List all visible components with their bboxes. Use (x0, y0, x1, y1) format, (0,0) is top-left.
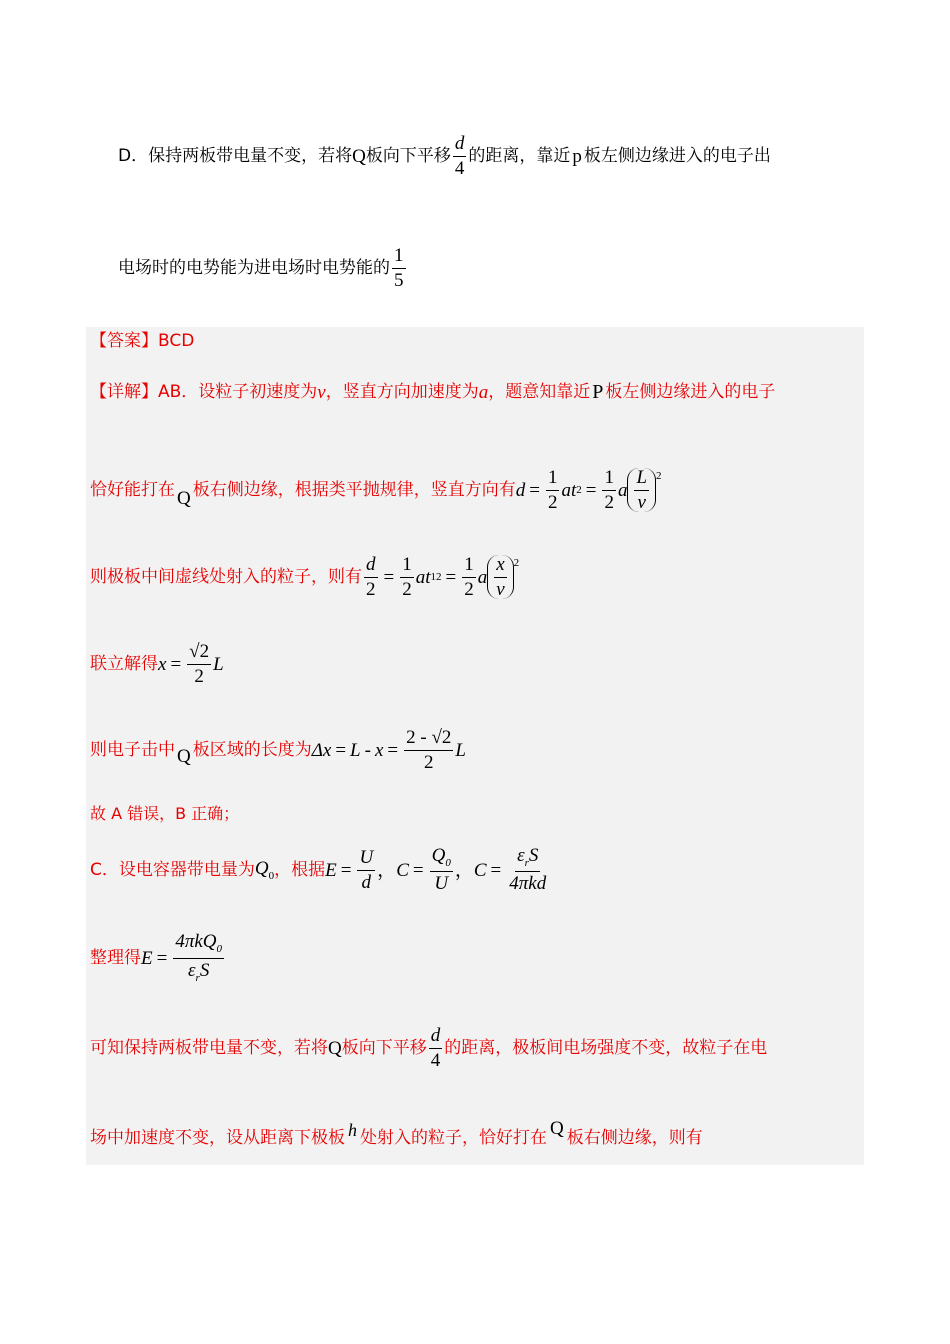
fraction-x-over-v: $\frac{x}{v}$ (496, 553, 505, 600)
detail-line-6 (90, 806, 239, 822)
fraction-d-over-2: $\frac{d}{2}$ (366, 553, 376, 600)
paren-group (487, 555, 513, 600)
formula-e-result: E = $\frac{4\pi kQ_0}{\varepsilon_rS}$ (141, 931, 223, 984)
formula-x-solution: x = $\frac{√2}{2}$ L (158, 640, 224, 687)
detail-line-5 (90, 718, 466, 782)
detail-tag: 【详解】 (90, 381, 158, 402)
detail-text: 板区域的长度为 (192, 739, 312, 760)
option-d-text-3: 的距离，靠近 (468, 145, 571, 166)
detail-text: 的距离，极板间电场强度不变，故粒子在电 (444, 1037, 768, 1058)
plate-p-label: p (572, 145, 582, 167)
formula-d-equals: d = $\frac{1}{2}$ at 2 = $\frac{1}{2}$ a $\frac{L}{v}$ 2 (515, 466, 662, 513)
detail-text: 整理得 (90, 947, 141, 968)
fraction-sqrt2-over-2: $\frac{√2}{2}$ (189, 640, 210, 687)
detail-line-9 (90, 1016, 767, 1080)
option-d-label: D． (118, 145, 149, 166)
detail-text: C．设电容器带电量为 (90, 859, 255, 880)
var-h: h (348, 1120, 357, 1140)
answer-tag: 【答案】 (90, 331, 158, 351)
symbol-q0: $Q_0$ (254, 857, 275, 882)
detail-line-8 (90, 926, 226, 990)
plate-p-label: P (592, 381, 604, 403)
fraction-4pikq0-over-eps-s: $\frac{4\pi kQ_0}{\varepsilon_rS}$ (175, 931, 223, 984)
fraction-half: $\frac{1}{2}$ (464, 553, 474, 600)
detail-text: 联立解得 (90, 653, 158, 674)
plate-q-label: Q (550, 1117, 564, 1139)
detail-text: 板左侧边缘进入的电子 (605, 381, 776, 402)
fraction-l-over-v: $\frac{L}{v}$ (636, 466, 648, 513)
answer-line (90, 333, 194, 350)
plate-q-label: Q (177, 487, 191, 509)
fraction-2-minus-sqrt2-over-2: $\frac{2 - √2}{2}$ (406, 726, 452, 773)
fraction-half: $\frac{1}{2}$ (402, 553, 412, 600)
option-d-text-5: 电场时的电势能为进电场时电势能的 (118, 257, 390, 278)
fraction-d-over-4: $\frac{d}{4}$ (430, 1024, 441, 1071)
detail-line-7 (90, 838, 550, 902)
paren-group (627, 468, 656, 513)
fraction-half: $\frac{1}{2}$ (604, 466, 614, 513)
detail-text: 则电子击中 (90, 739, 175, 760)
formula-half-d: $\frac{d}{2}$ = $\frac{1}{2}$ at 1 2 = $\frac{1}{2}$ a $\frac{x}{v}$ 2 (366, 553, 520, 600)
fraction-half: $\frac{1}{2}$ (547, 466, 558, 513)
formula-e-c: E = $\frac{U}{d}$ ， C = $\frac{Q_0}{U}$ ， C = $\frac{\varepsilon_rS}{\text{4πkd}}$ (325, 844, 547, 895)
answer-value: BCD (158, 331, 195, 351)
detail-text: 板右侧边缘，根据类平抛规律，竖直方向有 (192, 479, 516, 500)
option-d-text-1: 保持两板带电量不变，若将 (148, 145, 353, 166)
detail-text: 则极板中间虚线处射入的粒子，则有 (90, 566, 362, 587)
detail-text: 处射入的粒子，恰好打在 (360, 1127, 547, 1148)
var-v: v (317, 381, 326, 403)
detail-line-4 (90, 632, 224, 696)
detail-line-1 (90, 380, 775, 404)
detail-line-3 (90, 545, 519, 609)
detail-text: 故 A 错误，B 正确； (90, 804, 240, 823)
detail-text: AB．设粒子初速度为 (158, 381, 318, 402)
var-a: a (478, 381, 489, 403)
detail-text: 可知保持两板带电量不变，若将 (90, 1037, 328, 1058)
fraction-1-over-5: $\frac{1}{5}$ (394, 244, 404, 291)
detail-line-2 (90, 458, 662, 522)
plate-q-label: Q (352, 145, 366, 167)
plate-q-label: Q (328, 1037, 342, 1059)
detail-line-10 (90, 1118, 703, 1158)
detail-text: 板右侧边缘，则有 (566, 1127, 703, 1148)
detail-text: 场中加速度不变，设从距离下极板 (90, 1127, 345, 1148)
detail-text: ，题意知靠近 (488, 381, 591, 402)
option-d-line-2 (118, 240, 408, 296)
fraction-u-over-d: $\frac{U}{d}$ (359, 846, 374, 893)
detail-text: 板向下平移 (341, 1037, 427, 1058)
option-d-line-1 (118, 128, 771, 184)
fraction-d-over-4: $\frac{d}{4}$ (454, 132, 465, 179)
formula-delta-x: Δx = L - x = $\frac{2 - √2}{2}$ L (311, 726, 466, 773)
detail-text: 恰好能打在 (90, 479, 175, 500)
fraction-q0-over-u: $\frac{Q_0}{U}$ (431, 844, 451, 895)
option-d-text-2: 板向下平移 (365, 145, 451, 166)
detail-text: ，竖直方向加速度为 (325, 381, 479, 402)
option-d-text-4: 板左侧边缘进入的电子出 (583, 145, 771, 166)
fraction-eps-s-over-4pikd: $\frac{\varepsilon_rS}{\text{4πkd}}$ (509, 844, 547, 895)
detail-text: ，根据 (274, 859, 326, 880)
plate-q-label: Q (177, 745, 191, 767)
